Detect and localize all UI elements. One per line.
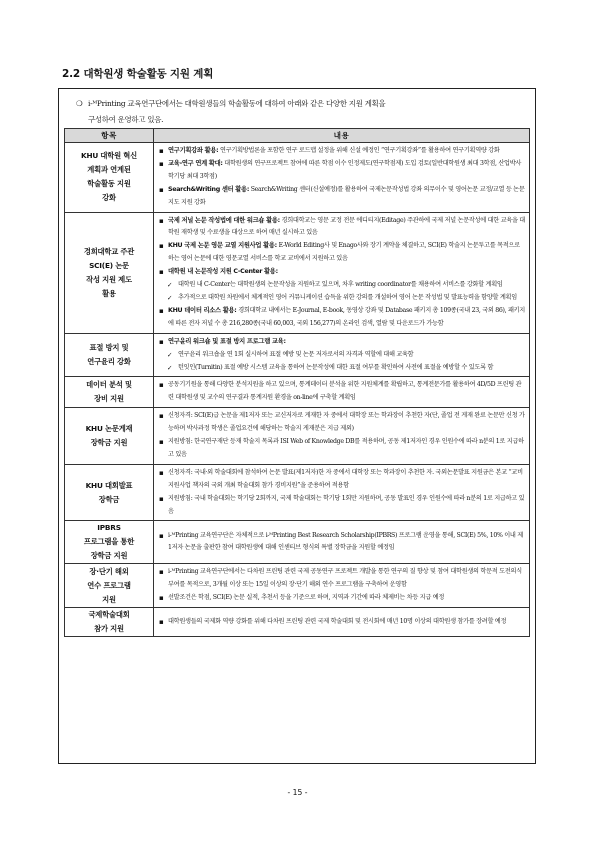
table-row [65,212,530,333]
category-line: KHU 대학원 혁신 [80,151,137,161]
item-heading: 연구윤리 워크숍 및 표절 방지 프로그램 교육: [168,337,286,345]
category-line: KHU 대회발표 [85,480,133,490]
bullet-item [158,530,525,556]
bullet-item [158,184,525,210]
row-content [154,408,530,465]
category-line: 프로그램을 통한 [83,537,135,547]
item-heading: 교육-연구 연계 확대: [168,159,223,167]
row-category [65,464,154,521]
bullet-item [158,379,525,405]
category-line: 작성 지원 제도 [86,274,132,284]
bullet-item [158,336,525,349]
row-category [65,564,154,608]
row-category [65,608,154,637]
item-text: Search&Writing 센터(신설예정)를 활용하여 국제논문작성법 강좌 의무이수 및 영어논문 교정/교열 등 논문지도 지원 강화 [168,185,525,206]
header-content: 내용 [154,129,530,143]
bullet-item [158,240,525,266]
category-line: 장·단기 해외 [89,566,129,576]
category-line: 활용 [102,288,116,298]
bullet-item [158,410,525,436]
table-row [65,521,530,564]
check-sub-item [158,349,525,362]
item-text: 턴잇인(Turnitin) 표절 예방 시스템 교육을 통하여 논문작성에 대한 표절 여부를 확인하여 사전에 표절을 예방할 수 있도록 함 [178,363,494,371]
category-line: 계획과 연계된 [87,165,131,175]
item-heading: KHU 데이터 리소스 활용: [168,306,237,314]
category-line: KHU 논문게재 [85,424,133,434]
header-category: 항목 [65,129,154,143]
circle-bullet-icon: ❍ [76,99,83,108]
bullet-item [158,592,525,605]
row-content [154,212,530,333]
page-number: - 15 - [287,788,308,797]
category-line: 연구윤리 강화 [87,357,131,367]
item-heading: Search&Writing 센터 활용: [168,185,250,193]
item-text: 지원방침: 한국연구재단 등재 학술지 목록과 ISI Web of Knowledge DB를 적용하며, 공동 제1저자인 경우 인원수에 따라 n분의 1로 지급하고 있음 [168,438,524,458]
item-text: 대학원 내 C-Center는 대학원생의 논문작성을 지원하고 있으며, 차후 writing coordinator를 채용하여 서비스를 강화할 계획임 [178,281,503,289]
item-text: 경희대학교는 영문 교정 전문 에디티지(Editage) 주관하에 국제 저널 논문작성에 대한 교육을 대학원 재학생 및 수료생을 대상으로 하여 매년 실시하고 있음 [168,216,525,237]
row-category [65,143,154,213]
bullet-item [158,436,525,462]
item-text: 지원방침: 국내 학술대회는 학기당 2회까지, 국제 학술대회는 학기당 1회만 지원하며, 공동 발표인 경우 인원수에 따라 n분의 1로 지급하고 있음 [168,494,525,515]
item-heading: KHU 국제 논문 영문 교열 지원사업 활용: [168,242,277,250]
table-row [65,143,530,213]
row-category [65,521,154,564]
category-line: 참가 지원 [94,624,124,634]
item-heading: 연구기획강좌 활용: [168,147,219,154]
row-category [65,333,154,377]
row-content [154,608,530,637]
item-text: E-World Editing사 및 Enago사와 장기 계약을 체결하고, SCI(E) 학술지 논문투고를 목적으로 하는 영어 논문에 대한 영문교열 서비스를 학교 교비에서 지원하고 있음 [168,242,520,263]
category-line: 장학금 [98,494,120,504]
category-line: 장학금 지원 [90,551,128,561]
check-sub-item [158,279,525,292]
category-line: SCI(E) 논문 [89,260,129,270]
item-text: 경희대학교 내에서는 E-Journal, E-book, 동영상 강좌 및 Database 패키지 총 109종(국내 23, 국외 86), 패키지에 따른 전자 저널 수 총 216,280종(국내 60,003, 국외 156,277)의 온라인 검색, 열람 및 다운로드가 가능함 [168,306,525,327]
section-title: 2.2 대학원생 학술활동 지원 계획 [62,68,214,80]
row-content [154,377,530,408]
table-row [65,608,530,637]
table-row [65,408,530,465]
item-text: 연구기획방법론을 포함한 연구 로드맵 설정을 위해 신설 예정인 “연구기획강좌”를 활용하여 연구기획역량 강화 [218,147,500,154]
row-content [154,333,530,377]
bullet-item [158,266,525,279]
support-plan-table [64,128,530,637]
table-header-row [65,129,530,143]
table-row [65,464,530,521]
intro-paragraph [76,96,528,128]
row-content [154,521,530,564]
item-text: 추가적으로 대학원 차원에서 체계적인 영어 커뮤니케이션 습득을 위한 강의를 개설하여 영어 논문 작성법 및 발표능력을 함양할 계획임 [178,293,517,301]
category-line: 연수 프로그램 [87,580,131,590]
bullet-item [158,305,525,331]
category-line: 표절 방지 및 [89,343,129,353]
check-sub-item [158,362,525,375]
category-line: IPBRS [97,523,121,533]
bullet-item [158,145,525,158]
category-line: 경희대학교 주관 [83,246,135,256]
item-text: 대학원생의 연구프로젝트 참여에 따른 학점 이수 인정제도(연구학점제) 도입 검토(일반대학원생 최대 3학점, 산업박사 학기당 최대 3학점) [168,159,522,180]
row-category [65,408,154,465]
table-body [65,143,530,637]
item-text: 신청자격: 국내·외 학술대회에 참석하여 논문 발표(제1저자)한 자 중에서 대학장 또는 학과장이 추천한 자. 국외논문발표 지원금은 본교 “교비 지원사업 책자의 국외 개최 학술대회 참가 경비지원”을 준용하여 적용함 [168,468,523,489]
category-line: 지원 [102,594,116,604]
row-category [65,377,154,408]
bullet-item [158,616,525,629]
row-content [154,464,530,521]
row-content [154,143,530,213]
check-sub-item [158,292,525,305]
intro-text-1: i-ᴹPrinting 교육연구단에서는 대학원생들의 학술활동에 대하여 아래와 같은 다양한 지원 계획을 [88,99,386,108]
category-line: 장학금 지원 [90,438,128,448]
bullet-item [158,566,525,592]
bullet-item [158,493,525,519]
item-text: i-ᴹPrinting 교육연구단에서는 다차원 프린팅 관련 국제 공동연구 프로젝트 개발을 통한 연구의 질 향상 및 참여 대학원생의 학문적 도전의식 부여를 목적으로, 3개월 이상 또는 15일 이상의 장·단기 해외 연수 프로그램을 구축하여 운영함 [168,568,522,589]
category-line: 강화 [102,193,116,203]
intro-line-2: 구성하여 운영하고 있음. [88,115,164,124]
item-text: 신청자격: SCI(E)급 논문을 제1저자 또는 교신저자로 게재한 자 중에서 대학장 또는 학과장이 추천한 자(단, 졸업 전 게재 완료 논문만 신청 가능하며 박사과정 학생은 졸업요건에 해당하는 학술지 게재분은 지급 제외) [168,412,525,433]
item-text: 연구윤리 워크숍을 연 1회 실시하여 표절 예방 및 논문 저자로서의 자격과 역할에 대해 교육함 [178,350,414,358]
table-row [65,564,530,608]
row-category [65,212,154,333]
bullet-item [158,215,525,241]
item-text: 대학원생들의 국제화 역량 강화를 위해 다차원 프린팅 관련 국제 학술대회 및 전시회에 매년 10명 이상의 대학원생 참가를 장려할 예정 [168,617,507,625]
row-content [154,564,530,608]
bullet-item [158,158,525,184]
item-text: i-ᴹPrinting 교육연구단은 자체적으로 i-ᴹPrinting Best Research Scholarship(IPBRS) 프로그램 운영을 통해, SCI(E) 5%, 10% 이내 제1저자 논문을 출판한 참여 대학원생에 대해 인센티브 형식의 특별 장학금을 지원할 예정임 [168,531,523,552]
item-text: 선발조건은 학점, SCI(E) 논문 실적, 추천서 등을 기준으로 하며, 지역과 기간에 따라 체제비는 차등 지급 예정 [168,594,445,602]
category-line: 학술활동 지원 [87,179,131,189]
intro-line-1 [76,96,528,112]
item-heading: 국제 저널 논문 작성법에 대한 워크숍 활용: [168,216,280,224]
category-line: 데이터 분석 및 [86,380,132,390]
category-line: 장비 지원 [94,394,124,404]
item-text: 공동기기원을 통해 다양한 분석지원을 하고 있으며, 통계데이터 분석을 위한 지원체계를 확립하고, 통계전문가를 활용하여 4D/5D 프린팅 관련 대학원생 및 교수의 연구결과 통계지원 환경을 on-line에 구축할 계획임 [168,381,522,402]
table-row [65,333,530,377]
bullet-item [158,467,525,493]
item-heading: 대학원 내 논문작성 지원 C-Center 활용: [168,268,278,276]
category-line: 국제학술대회 [88,610,130,620]
table-row [65,377,530,408]
